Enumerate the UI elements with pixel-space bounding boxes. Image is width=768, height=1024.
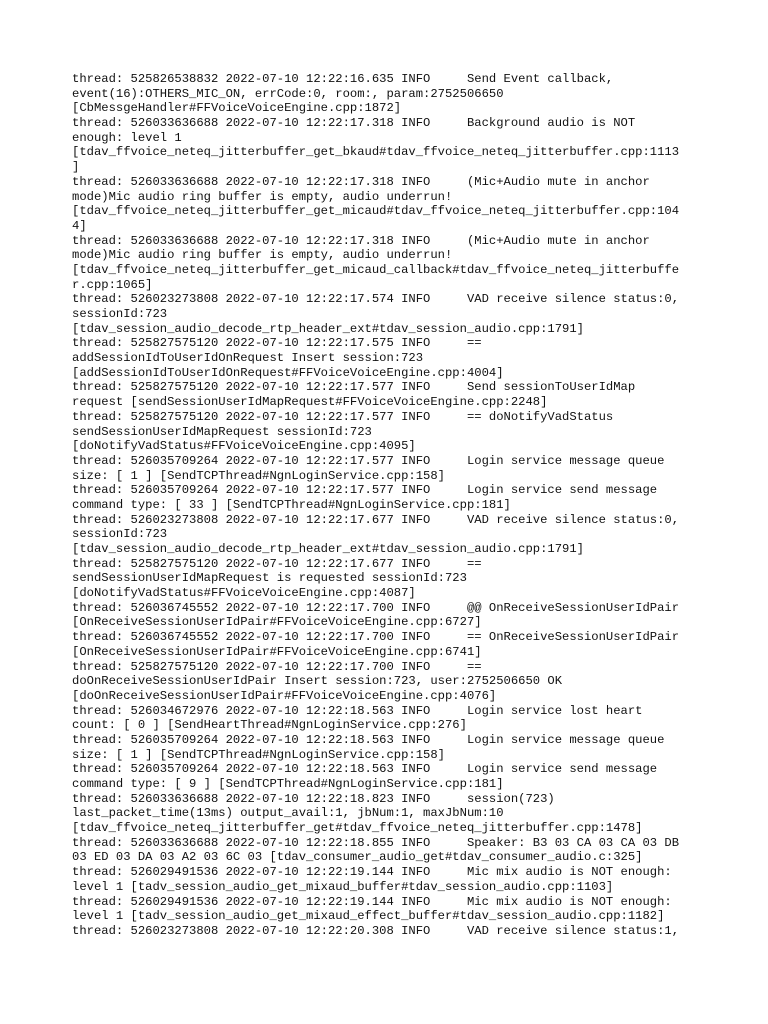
log-line: thread: 526033636688 2022-07-10 12:22:18.855 INFO Speaker: B3 03 CA 03 CA 03 DB (72, 835, 680, 850)
log-line: thread: 525827575120 2022-07-10 12:22:17.577 INFO == doNotifyVadStatus (72, 409, 614, 424)
log-line: mode)Mic audio ring buffer is empty, audio underrun! (72, 248, 453, 263)
log-line: thread: 525827575120 2022-07-10 12:22:17.577 INFO Send sessionToUserIdMap (72, 380, 636, 395)
log-line: thread: 526033636688 2022-07-10 12:22:17.318 INFO (Mic+Audio mute in anchor (72, 174, 650, 189)
log-line: sendSessionUserIdMapRequest is requested sessionId:723 (72, 571, 467, 586)
log-line: thread: 526033636688 2022-07-10 12:22:17.318 INFO (Mic+Audio mute in anchor (72, 233, 650, 248)
log-line: [CbMessgeHandler#FFVoiceVoiceEngine.cpp:1872] (72, 101, 402, 116)
log-line: level 1 [tadv_session_audio_get_mixaud_buffer#tdav_session_audio.cpp:1103] (72, 879, 614, 894)
log-line: r.cpp:1065] (72, 277, 153, 292)
log-line: 4] (72, 218, 87, 233)
log-line: [tdav_ffvoice_neteq_jitterbuffer_get_bkaud#tdav_ffvoice_neteq_jitterbuffer.cpp:1113 (72, 145, 680, 160)
log-line: thread: 526036745552 2022-07-10 12:22:17.700 INFO @@ OnReceiveSessionUserIdPair (72, 600, 680, 615)
log-line: thread: 526035709264 2022-07-10 12:22:18.563 INFO Login service message queue (72, 732, 665, 747)
log-line: doOnReceiveSessionUserIdPair Insert session:723, user:2752506650 OK (72, 674, 563, 689)
log-line: size: [ 1 ] [SendTCPThread#NgnLoginService.cpp:158] (72, 468, 445, 483)
log-line: thread: 526033636688 2022-07-10 12:22:18.823 INFO session(723) (72, 791, 555, 806)
log-line: thread: 526034672976 2022-07-10 12:22:18.563 INFO Login service lost heart (72, 703, 643, 718)
log-line: thread: 526023273808 2022-07-10 12:22:20.308 INFO VAD receive silence status:1, (72, 923, 680, 938)
log-line: 03 ED 03 DA 03 A2 03 6C 03 [tdav_consumer_audio_get#tdav_consumer_audio.c:325] (72, 850, 643, 865)
log-line: [doOnReceiveSessionUserIdPair#FFVoiceVoiceEngine.cpp:4076] (72, 688, 497, 703)
log-line: [addSessionIdToUserIdOnRequest#FFVoiceVoiceEngine.cpp:4004] (72, 365, 504, 380)
log-line: thread: 526035709264 2022-07-10 12:22:17.577 INFO Login service send message (72, 483, 658, 498)
log-line: [tdav_session_audio_decode_rtp_header_ext#tdav_session_audio.cpp:1791] (72, 321, 584, 336)
log-line: thread: 525826538832 2022-07-10 12:22:16.635 INFO Send Event callback, (72, 72, 614, 86)
log-line: [OnReceiveSessionUserIdPair#FFVoiceVoiceEngine.cpp:6727] (72, 615, 482, 630)
log-line: [doNotifyVadStatus#FFVoiceVoiceEngine.cpp:4095] (72, 439, 416, 454)
log-line: level 1 [tadv_session_audio_get_mixaud_effect_buffer#tdav_session_audio.cpp:1182] (72, 909, 665, 924)
log-line: thread: 526029491536 2022-07-10 12:22:19.144 INFO Mic mix audio is NOT enough: (72, 894, 672, 909)
log-line: thread: 526023273808 2022-07-10 12:22:17.574 INFO VAD receive silence status:0, (72, 292, 680, 307)
log-text-block (72, 72, 702, 939)
log-line: thread: 526029491536 2022-07-10 12:22:19.144 INFO Mic mix audio is NOT enough: (72, 865, 672, 880)
log-line: size: [ 1 ] [SendTCPThread#NgnLoginService.cpp:158] (72, 747, 445, 762)
log-line: thread: 526036745552 2022-07-10 12:22:17.700 INFO == OnReceiveSessionUserIdPair (72, 630, 680, 645)
log-line: event(16):OTHERS_MIC_ON, errCode:0, room:, param:2752506650 (72, 86, 504, 101)
log-line: thread: 525827575120 2022-07-10 12:22:17.575 INFO == (72, 336, 482, 351)
log-line: command type: [ 9 ] [SendTCPThread#NgnLoginService.cpp:181] (72, 777, 504, 791)
log-line: thread: 525827575120 2022-07-10 12:22:17.677 INFO == (72, 556, 482, 571)
log-line: enough: level 1 (72, 130, 182, 145)
log-line: thread: 526035709264 2022-07-10 12:22:17.577 INFO Login service message queue (72, 453, 665, 468)
log-line: sessionId:723 (72, 307, 168, 321)
log-line: thread: 526035709264 2022-07-10 12:22:18.563 INFO Login service send message (72, 762, 658, 777)
log-line: thread: 525827575120 2022-07-10 12:22:17.700 INFO == (72, 659, 482, 674)
log-line: request [sendSessionUserIdMapRequest#FFVoiceVoiceEngine.cpp:2248] (72, 395, 548, 410)
log-line: ] (72, 160, 80, 175)
log-line: sessionId:723 (72, 527, 168, 542)
log-line: [tdav_ffvoice_neteq_jitterbuffer_get#tdav_ffvoice_neteq_jitterbuffer.cpp:1478] (72, 821, 643, 836)
log-line: addSessionIdToUserIdOnRequest Insert session:723 (72, 351, 424, 366)
log-line: [tdav_ffvoice_neteq_jitterbuffer_get_micaud#tdav_ffvoice_neteq_jitterbuffer.cpp:104 (72, 204, 680, 219)
log-line: count: [ 0 ] [SendHeartThread#NgnLoginService.cpp:276] (72, 718, 467, 733)
log-line: [tdav_session_audio_decode_rtp_header_ext#tdav_session_audio.cpp:1791] (72, 542, 584, 556)
log-line: [tdav_ffvoice_neteq_jitterbuffer_get_micaud_callback#tdav_ffvoice_neteq_jitterbuffe (72, 262, 680, 277)
log-line: thread: 526033636688 2022-07-10 12:22:17.318 INFO Background audio is NOT (72, 116, 636, 131)
log-line: [doNotifyVadStatus#FFVoiceVoiceEngine.cpp:4087] (72, 586, 416, 601)
log-line: last_packet_time(13ms) output_avail:1, jbNum:1, maxJbNum:10 (72, 806, 504, 821)
log-line: sendSessionUserIdMapRequest sessionId:723 (72, 424, 372, 439)
log-line: thread: 526023273808 2022-07-10 12:22:17.677 INFO VAD receive silence status:0, (72, 512, 680, 527)
log-line: command type: [ 33 ] [SendTCPThread#NgnLoginService.cpp:181] (72, 497, 511, 512)
log-line: mode)Mic audio ring buffer is empty, audio underrun! (72, 189, 453, 204)
log-line: [OnReceiveSessionUserIdPair#FFVoiceVoiceEngine.cpp:6741] (72, 644, 482, 659)
